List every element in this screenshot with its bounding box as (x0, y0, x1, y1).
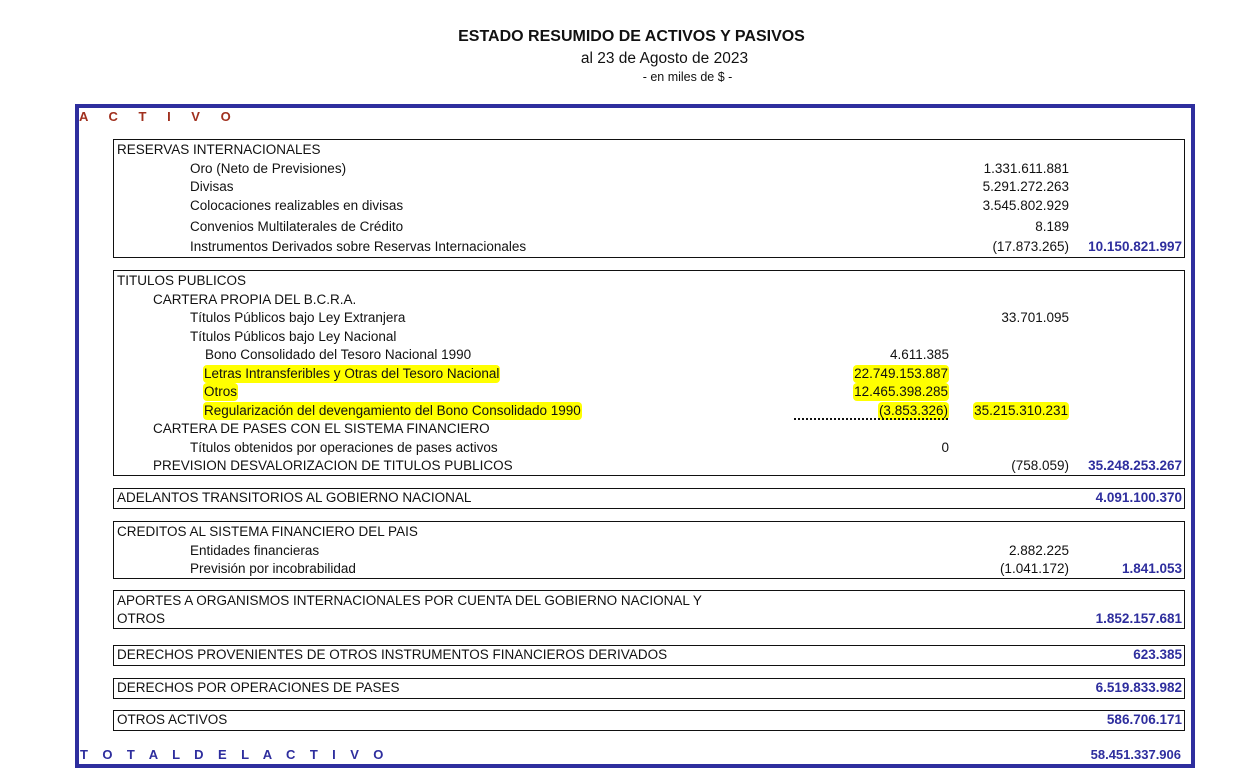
table-row: Otros 12.465.398.285 (204, 384, 948, 399)
otros-activos-box: OTROS ACTIVOS 586.706.171 (113, 710, 1185, 731)
reservas-total: 10.150.821.997 (1088, 239, 1182, 254)
derechos-pases-total: 6.519.833.982 (1095, 680, 1182, 695)
table-row: Letras Intransferibles y Otras del Tesoro Nacional 22.749.153.887 (204, 366, 948, 381)
table-row: Convenios Multilaterales de Crédito 8.189 (190, 219, 1069, 234)
derechos-pases-box: DERECHOS POR OPERACIONES DE PASES 6.519.833.982 (113, 678, 1185, 699)
adelantos-box: ADELANTOS TRANSITORIOS AL GOBIERNO NACIONAL 4.091.100.370 (113, 488, 1185, 509)
table-row: PREVISION DESVALORIZACION DE TITULOS PUBLICOS (758.059) 35.248.253.267 (153, 458, 1182, 473)
table-row: Entidades financieras 2.882.225 (190, 543, 1069, 558)
titulos-title: TITULOS PUBLICOS (117, 273, 247, 288)
aportes-total: 1.852.157.681 (1095, 611, 1182, 626)
report-date: al 23 de Agosto de 2023 (580, 50, 749, 67)
table-row: Títulos obtenidos por operaciones de pases activos 0 (190, 440, 949, 455)
activo-section-label: A C T I V O (79, 109, 240, 124)
table-row: Regularización del devengamiento del Bono Consolidado 1990 (3.853.326) 35.215.310.231 (204, 403, 1068, 418)
derechos-derivados-box: DERECHOS PROVENIENTES DE OTROS INSTRUMENTOS FINANCIEROS DERIVADOS 623.385 (113, 645, 1185, 666)
reservas-box (113, 139, 1185, 258)
total-activo-label: T O T A L D E L A C T I V O (80, 747, 389, 762)
derechos-derivados-total: 623.385 (1133, 647, 1182, 662)
table-row: Oro (Neto de Previsiones) 1.331.611.881 (190, 161, 1069, 176)
creditos-box: CREDITOS AL SISTEMA FINANCIERO DEL PAIS Entidades financieras 2.882.225 Previsión por incobrabilidad (1.041.172) 1.841.053 (113, 521, 1185, 579)
subtotal-dotted-rule (794, 418, 948, 420)
table-row: Bono Consolidado del Tesoro Nacional 1990 4.611.385 (205, 347, 949, 362)
reservas-title: RESERVAS INTERNACIONALES (117, 142, 321, 157)
ley-nacional-subtotal: 35.215.310.231 (974, 403, 1068, 418)
table-row: Colocaciones realizables en divisas 3.545.802.929 (190, 198, 1069, 213)
table-row: Instrumentos Derivados sobre Reservas Internacionales (17.873.265) 10.150.821.997 (190, 239, 1182, 254)
total-activo-value: 58.451.337.906 (1090, 747, 1181, 762)
table-row: Previsión por incobrabilidad (1.041.172) 1.841.053 (190, 561, 1182, 576)
aportes-box: APORTES A ORGANISMOS INTERNACIONALES POR CUENTA DEL GOBIERNO NACIONAL Y OTROS 1.852.157.681 (113, 590, 1185, 629)
otros-activos-total: 586.706.171 (1106, 712, 1182, 727)
table-row: Divisas 5.291.272.263 (190, 179, 1069, 194)
report-units: - en miles de $ - (642, 70, 733, 84)
adelantos-total: 4.091.100.370 (1095, 490, 1182, 505)
report-title: ESTADO RESUMIDO DE ACTIVOS Y PASIVOS (458, 28, 805, 45)
titulos-box: TITULOS PUBLICOS CARTERA PROPIA DEL B.C.R.A. Títulos Públicos bajo Ley Extranjera 33.701.095 Títulos Públicos bajo Ley Nacional Bono Consolidado del Tesoro Nacional 1990 4.611.385 Letras Intransferibles y Otras del Tesoro Nacional 22.749.153.887 Otros 12.465.398.285 Regularización del devengamiento del Bono Consolidado 1990 (3.853.326) 35.215.310.231 CARTERA DE PASES CON EL SISTEMA FINANCIERO Títulos obtenidos por operaciones de pases activos 0 PREVISION DESVALORIZACION DE TITULOS PUBLICOS (758.059) 35.248.253.267 (113, 270, 1185, 476)
creditos-total: 1.841.053 (1121, 561, 1182, 576)
table-row: Títulos Públicos bajo Ley Extranjera 33.701.095 (190, 310, 1069, 325)
titulos-total: 35.248.253.267 (1088, 458, 1182, 473)
